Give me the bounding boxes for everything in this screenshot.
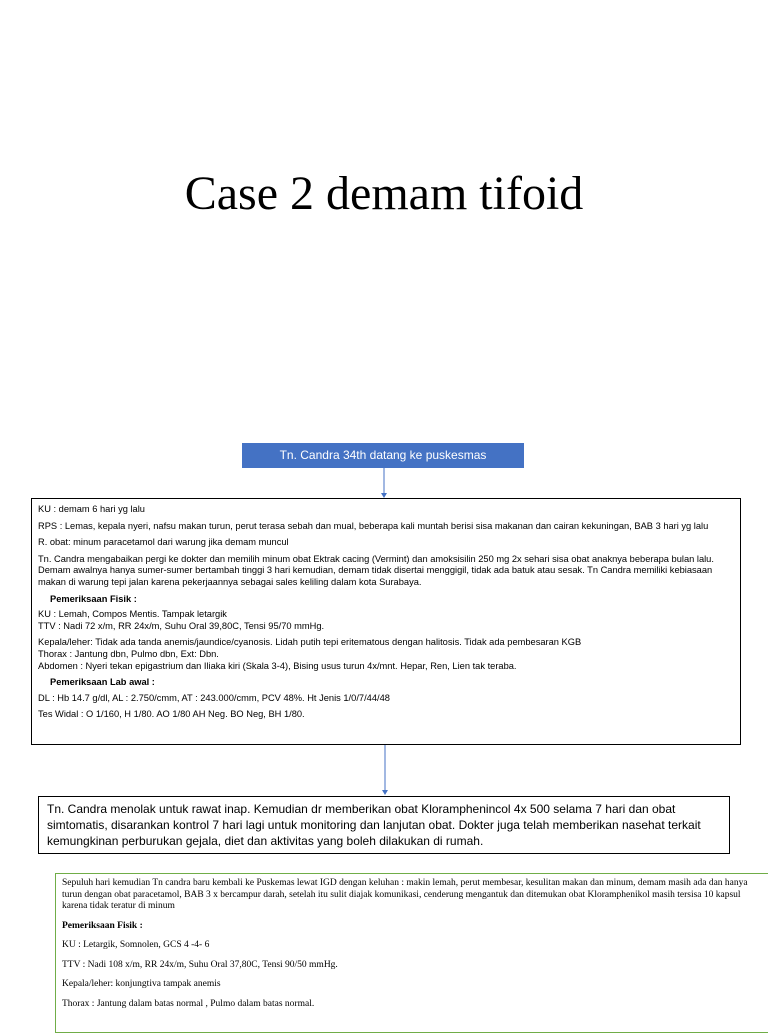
physical-exam-heading: Pemeriksaan Fisik : bbox=[50, 593, 137, 604]
treatment-box: Tn. Candra menolak untuk rawat inap. Kemudian dr memberikan obat Kloramphenincol 4x 500 selama 7 hari dan obat simtomatis, disarankan kontrol 7 hari lagi untuk monitoring dan lanjutan obat. Dokter juga telah memberikan nasehat terkait kemungkinan perburukan gejala, diet dan aktivitas yang boleh dilakukan di rumah. bbox=[38, 796, 730, 854]
follow-up-ku: KU : Letargik, Somnolen, GCS 4 -4- 6 bbox=[62, 940, 210, 950]
lab-widal-line: Tes Widal : O 1/160, H 1/80. AO 1/80 AH Neg. BO Neg, BH 1/80. bbox=[38, 709, 305, 720]
pf-ttv-line: TTV : Nadi 72 x/m, RR 24x/m, Suhu Oral 39,80C, Tensi 95/70 mmHg. bbox=[38, 620, 325, 631]
follow-up-ttv: TTV : Nadi 108 x/m, RR 24x/m, Suhu Oral 37,80C, Tensi 90/50 mmHg. bbox=[62, 959, 338, 970]
pf-abdomen-line: Abdomen : Nyeri tekan epigastrium dan Iliaka kiri (Skala 3-4), Bising usus turun 4x/mnt. Hepar, Ren, Lien tak teraba. bbox=[38, 660, 517, 671]
pf-ku-line: KU : Lemah, Compos Mentis. Tampak letargik bbox=[38, 609, 227, 620]
patient-header-box: Tn. Candra 34th datang ke puskesmas bbox=[242, 443, 524, 468]
lab-heading: Pemeriksaan Lab awal : bbox=[50, 677, 155, 688]
slide-title: Case 2 demam tifoid bbox=[184, 167, 584, 220]
follow-up-intro: Sepuluh hari kemudian Tn candra baru kembali ke Puskemas lewat IGD dengan keluhan : makin lemah, perut membesar, kesulitan makan dan minum, demam masih ada dan hanya turun dengan obat paracetamol, BAB 3 x bercampur darah, setelah itu sulit diajak komunikasi, cenderung mengantuk dan ditemukan obat Kloramphenikol masih tersisa 10 kapsul karena tidak teratur di minum bbox=[62, 878, 748, 911]
follow-up-thorax: Thorax : Jantung dalam batas normal , Pulmo dalam batas normal. bbox=[62, 998, 315, 1009]
arrow-connector-2 bbox=[380, 745, 390, 797]
pf-kepala-line: Kepala/leher: Tidak ada tanda anemis/jaundice/cyanosis. Lidah putih tepi eritematous dengan halitosis. Tidak ada pembesaran KGB bbox=[38, 637, 582, 648]
lab-dl-line: DL : Hb 14.7 g/dl, AL : 2.750/cmm, AT : 243.000/cmm, PCV 48%. Ht Jenis 1/0/7/44/48 bbox=[38, 692, 390, 703]
arrow-connector-1 bbox=[379, 468, 389, 500]
initial-visit-box bbox=[31, 498, 741, 745]
rps-line: RPS : Lemas, kepala nyeri, nafsu makan turun, perut terasa sebah dan mual, beberapa kali muntah berisi sisa makanan dan cairan kekuningan, BAB 3 hari yg lalu bbox=[38, 520, 709, 531]
follow-up-pf-heading: Pemeriksaan Fisik : bbox=[62, 920, 143, 931]
ku-line: KU : demam 6 hari yg lalu bbox=[38, 504, 145, 514]
follow-up-box bbox=[55, 873, 768, 1033]
follow-up-kepala: Kepala/leher: konjungtiva tampak anemis bbox=[62, 979, 221, 989]
pf-thorax-line: Thorax : Jantung dbn, Pulmo dbn, Ext: Dbn. bbox=[38, 648, 219, 659]
history-paragraph: Tn. Candra mengabaikan pergi ke dokter dan memilih minum obat Ektrak cacing (Vermint) dan amoksisilin 250 mg 2x sehari sisa obat anaknya beberapa bulan lalu. Demam awalnya hanya sumer-sumer bertambah tinggi 3 hari kemudian, demam tidak disertai menggigil, tidak ada batuk atau sesak. Tn Candra memiliki kebiasaan makan di warung tepi jalan karena pekerjaannya sebagai sales keliling dalam kota Surabaya. bbox=[38, 553, 714, 587]
robat-line: R. obat: minum paracetamol dari warung jika demam muncul bbox=[38, 537, 289, 548]
